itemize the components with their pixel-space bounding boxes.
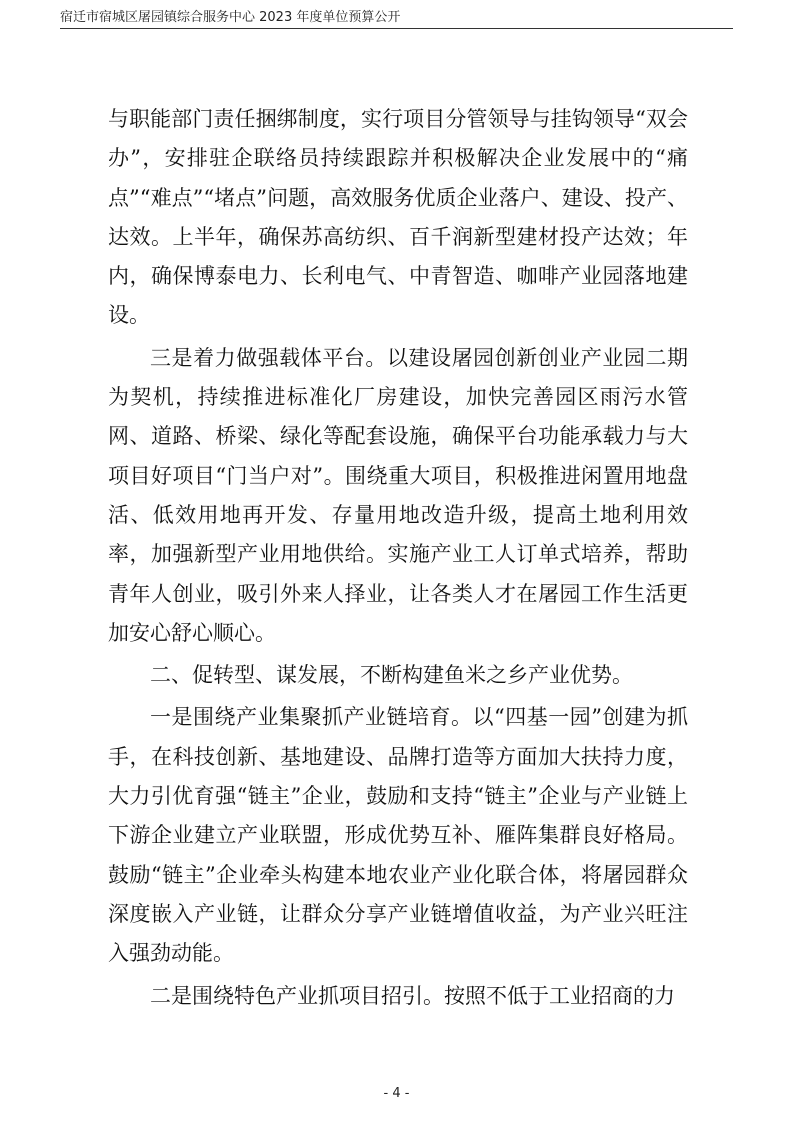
page-header: 宿迁市宿城区屠园镇综合服务中心 2023 年度单位预算公开 bbox=[60, 10, 401, 25]
section-heading-two: 二、促转型、谋发展，不断构建鱼米之乡产业优势。 bbox=[150, 663, 633, 688]
paragraph-project-attraction: 二是围绕特色产业抓项目招引。按照不低于工业招商的力 bbox=[150, 983, 675, 1008]
page-number: - 4 - bbox=[383, 1086, 410, 1101]
document-body bbox=[108, 100, 688, 1016]
paragraph-industry-chain: 一是围绕产业集聚抓产业链培育。以“四基一园”创建为抓手，在科技创新、基地建设、品牌打造等方面加大扶持力度，大力引优育强“链主”企业，鼓励和支持“链主”企业与产业链上下游企业建立产业联盟，形成优势互补、雁阵集群良好格局。鼓励“链主”企业牵头构建本地农业产业化联合体，将屠园群众深度嵌入产业链，让群众分享产业链增值收益，为产业兴旺注入强劲动能。 bbox=[108, 705, 688, 966]
header-divider bbox=[60, 28, 733, 29]
paragraph-continued: 与职能部门责任捆绑制度，实行项目分管领导与挂钩领导“双会办”，安排驻企联络员持续跟踪并积极解决企业发展中的“痛点”“难点”“堵点”问题，高效服务优质企业落户、建设、投产、达效。上半年，确保苏高纺织、百千润新型建材投产达效；年内，确保博泰电力、长利电气、中青智造、咖啡产业园落地建设。 bbox=[108, 107, 688, 328]
paragraph-carrier-platform: 三是着力做强载体平台。以建设屠园创新创业产业园二期为契机，持续推进标准化厂房建设，加快完善园区雨污水管网、道路、桥梁、绿化等配套设施，确保平台功能承载力与大项目好项目“门当户对”。围绕重大项目，积极推进闲置用地盘活、低效用地再开发、存量用地改造升级，提高土地利用效率，加强新型产业用地供给。实施产业工人订单式培养，帮助青年人创业，吸引外来人择业，让各类人才在屠园工作生活更加安心舒心顺心。 bbox=[108, 345, 688, 645]
